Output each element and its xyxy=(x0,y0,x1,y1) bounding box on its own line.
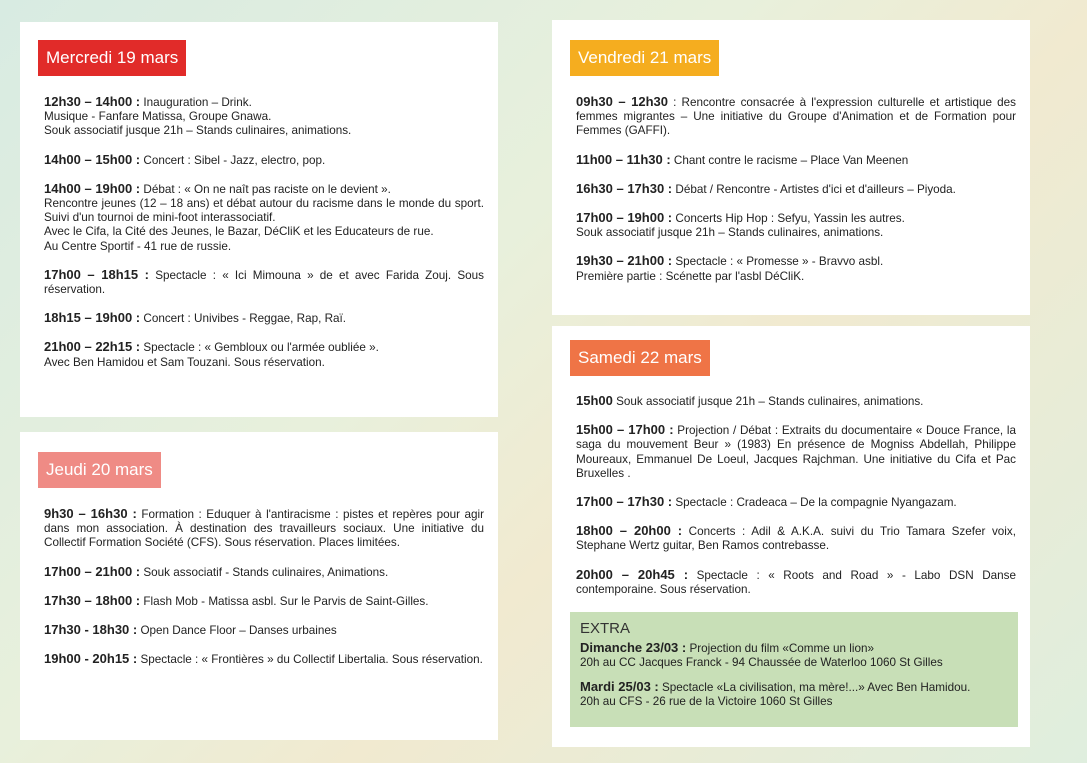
event-time: 15h00 xyxy=(576,393,613,408)
event-time: 12h30 – 14h00 : xyxy=(44,94,141,109)
extra-event xyxy=(580,641,1008,670)
event-item xyxy=(44,507,484,551)
event-item xyxy=(576,394,1016,409)
event-time: 15h00 – 17h00 : xyxy=(576,422,674,438)
event-text: Spectacle : Cradeaca – De la compagnie Nyangazam. xyxy=(672,496,957,510)
event-time: 20h00 – 20h45 : xyxy=(576,566,689,582)
event-text: Spectacle : « Frontières » du Collectif Libertalia. Sous réservation. xyxy=(137,653,483,667)
panel-thursday xyxy=(20,432,498,740)
day-title-wednesday: Mercredi 19 mars xyxy=(38,40,186,76)
extra-event-day: Dimanche 23/03 : xyxy=(580,640,687,655)
event-item xyxy=(44,565,484,580)
event-item xyxy=(44,153,484,168)
event-text: Débat : « On ne naît pas raciste on le devient ». xyxy=(140,182,391,196)
event-time: 17h00 – 17h30 : xyxy=(576,494,673,510)
event-time: 14h00 – 19h00 : xyxy=(44,180,141,196)
event-time: 18h15 – 19h00 : xyxy=(44,310,141,326)
event-detail: Avec le Cifa, la Cité des Jeunes, le Bazar, DéCliK et les Educateurs de rue. xyxy=(44,225,434,239)
event-detail: Avec Ben Hamidou et Sam Touzani. Sous réservation. xyxy=(44,355,325,369)
event-item xyxy=(576,95,1016,139)
event-item xyxy=(576,524,1016,553)
event-item xyxy=(576,423,1016,481)
event-detail: Au Centre Sportif - 41 rue de russie. xyxy=(44,239,232,253)
event-text: Inauguration – Drink. xyxy=(140,96,252,109)
event-time: 18h00 – 20h00 : xyxy=(576,523,683,539)
event-detail: Musique - Fanfare Matissa, Groupe Gnawa. xyxy=(44,110,272,124)
events-thursday xyxy=(44,507,484,681)
event-text: Concert : Sibel - Jazz, electro, pop. xyxy=(140,153,326,167)
event-time: 11h00 – 11h30 : xyxy=(576,151,671,167)
event-detail: Souk associatif jusque 21h – Stands culinaires, animations. xyxy=(576,226,884,240)
event-time: 19h30 – 21h00 : xyxy=(576,253,673,269)
extra-event-location: 20h au CC Jacques Franck - 94 Chaussée de Waterloo 1060 St Gilles xyxy=(580,656,943,669)
event-text: Concert : Univibes - Reggae, Rap, Raï. xyxy=(140,312,347,326)
event-text: Concerts Hip Hop : Sefyu, Yassin les autres. xyxy=(672,212,905,226)
event-time: 17h30 – 18h00 : xyxy=(44,592,141,608)
event-detail: Souk associatif jusque 21h – Stands culinaires, animations. xyxy=(44,124,352,138)
event-item xyxy=(44,623,484,638)
event-time: 17h00 – 18h15 : xyxy=(44,266,149,282)
event-time: 21h00 – 22h15 : xyxy=(44,339,141,355)
event-time: 17h00 – 21h00 : xyxy=(44,563,141,579)
event-time: 19h00 - 20h15 : xyxy=(44,651,138,667)
events-saturday xyxy=(576,394,1016,611)
event-text: Projection / Débat : Extraits du documentaire « Douce France, la saga du mouvement Beur » (1983) En présence de Mogniss Abdellah, Philippe Moureaux, Emmanuel De Loeul, Jacques Rajchman. Une initiative du Cifa et Pac Bruxelles . xyxy=(576,424,1016,480)
event-time: 9h30 – 16h30 : xyxy=(44,506,137,521)
event-text: Spectacle : « Promesse » - Bravvo asbl. xyxy=(672,255,884,269)
event-text: Spectacle : « Ici Mimouna » de et avec Farida Zouj. Sous réservation. xyxy=(44,268,484,297)
event-item xyxy=(576,254,1016,283)
event-time: 17h00 – 19h00 : xyxy=(576,210,673,226)
event-item xyxy=(44,311,484,326)
event-text: Souk associatif jusque 21h – Stands culinaires, animations. xyxy=(612,395,924,408)
event-item xyxy=(44,268,484,297)
panel-wednesday xyxy=(20,22,498,417)
event-text: Formation : Eduquer à l'antiracisme : pistes et repères pour agir dans mon association. À destination des travailleurs sociaux. Une initiative du Collectif Formation Société (CFS). Sous réservation. Places limitées. xyxy=(44,508,484,550)
day-title-saturday: Samedi 22 mars xyxy=(570,340,710,376)
event-item xyxy=(44,594,484,609)
event-time: 16h30 – 17h30 : xyxy=(576,180,673,196)
event-text: : Rencontre consacrée à l'expression culturelle et artistique des femmes migrantes – Une initiative du Groupe d'Animation et de Formation pour Femmes (GAFFI). xyxy=(576,96,1016,138)
event-item xyxy=(576,495,1016,510)
event-item xyxy=(44,182,484,254)
event-time: 17h30 - 18h30 : xyxy=(44,622,138,638)
extra-event xyxy=(580,680,1008,709)
event-text: Spectacle : « Roots and Road » - Labo DSN Danse contemporaine. Sous réservation. xyxy=(576,568,1016,596)
event-text: Concerts : Adil & A.K.A. suivi du Trio Tamara Szefer voix, Stephane Wertz guitar, Ben Ramos contrebasse. xyxy=(576,525,1016,553)
extra-title: EXTRA xyxy=(580,620,631,637)
event-text: Spectacle : « Gembloux ou l'armée oubliée ». xyxy=(140,341,379,355)
day-title-thursday: Jeudi 20 mars xyxy=(38,452,161,488)
event-text: Flash Mob - Matissa asbl. Sur le Parvis de Saint-Gilles. xyxy=(140,594,429,608)
event-detail: Première partie : Scénette par l'asbl DéCliK. xyxy=(576,269,805,283)
event-item xyxy=(44,95,484,139)
events-wednesday xyxy=(44,95,484,384)
event-item xyxy=(44,340,484,369)
event-time: 09h30 – 12h30 xyxy=(576,94,668,109)
event-text: Open Dance Floor – Danses urbaines xyxy=(137,624,337,638)
event-item xyxy=(576,153,1016,168)
event-item xyxy=(44,652,484,667)
event-item xyxy=(576,182,1016,197)
event-detail: Rencontre jeunes (12 – 18 ans) et débat autour du racisme dans le monde du sport. Suivi d'un tournoi de mini-foot interassociatif. xyxy=(44,197,484,225)
event-item xyxy=(576,568,1016,597)
event-item xyxy=(576,211,1016,240)
event-text: Souk associatif - Stands culinaires, Animations. xyxy=(140,565,389,579)
extra-box xyxy=(570,612,1018,727)
extra-event-text: Projection du film «Comme un lion» xyxy=(686,642,874,655)
extra-event-location: 20h au CFS - 26 rue de la Victoire 1060 St Gilles xyxy=(580,695,833,708)
day-title-friday: Vendredi 21 mars xyxy=(570,40,719,76)
events-friday xyxy=(576,95,1016,298)
event-text: Débat / Rencontre - Artistes d'ici et d'ailleurs – Piyoda. xyxy=(672,182,956,196)
event-text: Chant contre le racisme – Place Van Meenen xyxy=(670,153,909,167)
extra-event-day: Mardi 25/03 : xyxy=(580,679,659,694)
event-time: 14h00 – 15h00 : xyxy=(44,151,141,167)
extra-event-text: Spectacle «La civilisation, ma mère!...» Avec Ben Hamidou. xyxy=(658,681,971,694)
panel-friday xyxy=(552,20,1030,315)
